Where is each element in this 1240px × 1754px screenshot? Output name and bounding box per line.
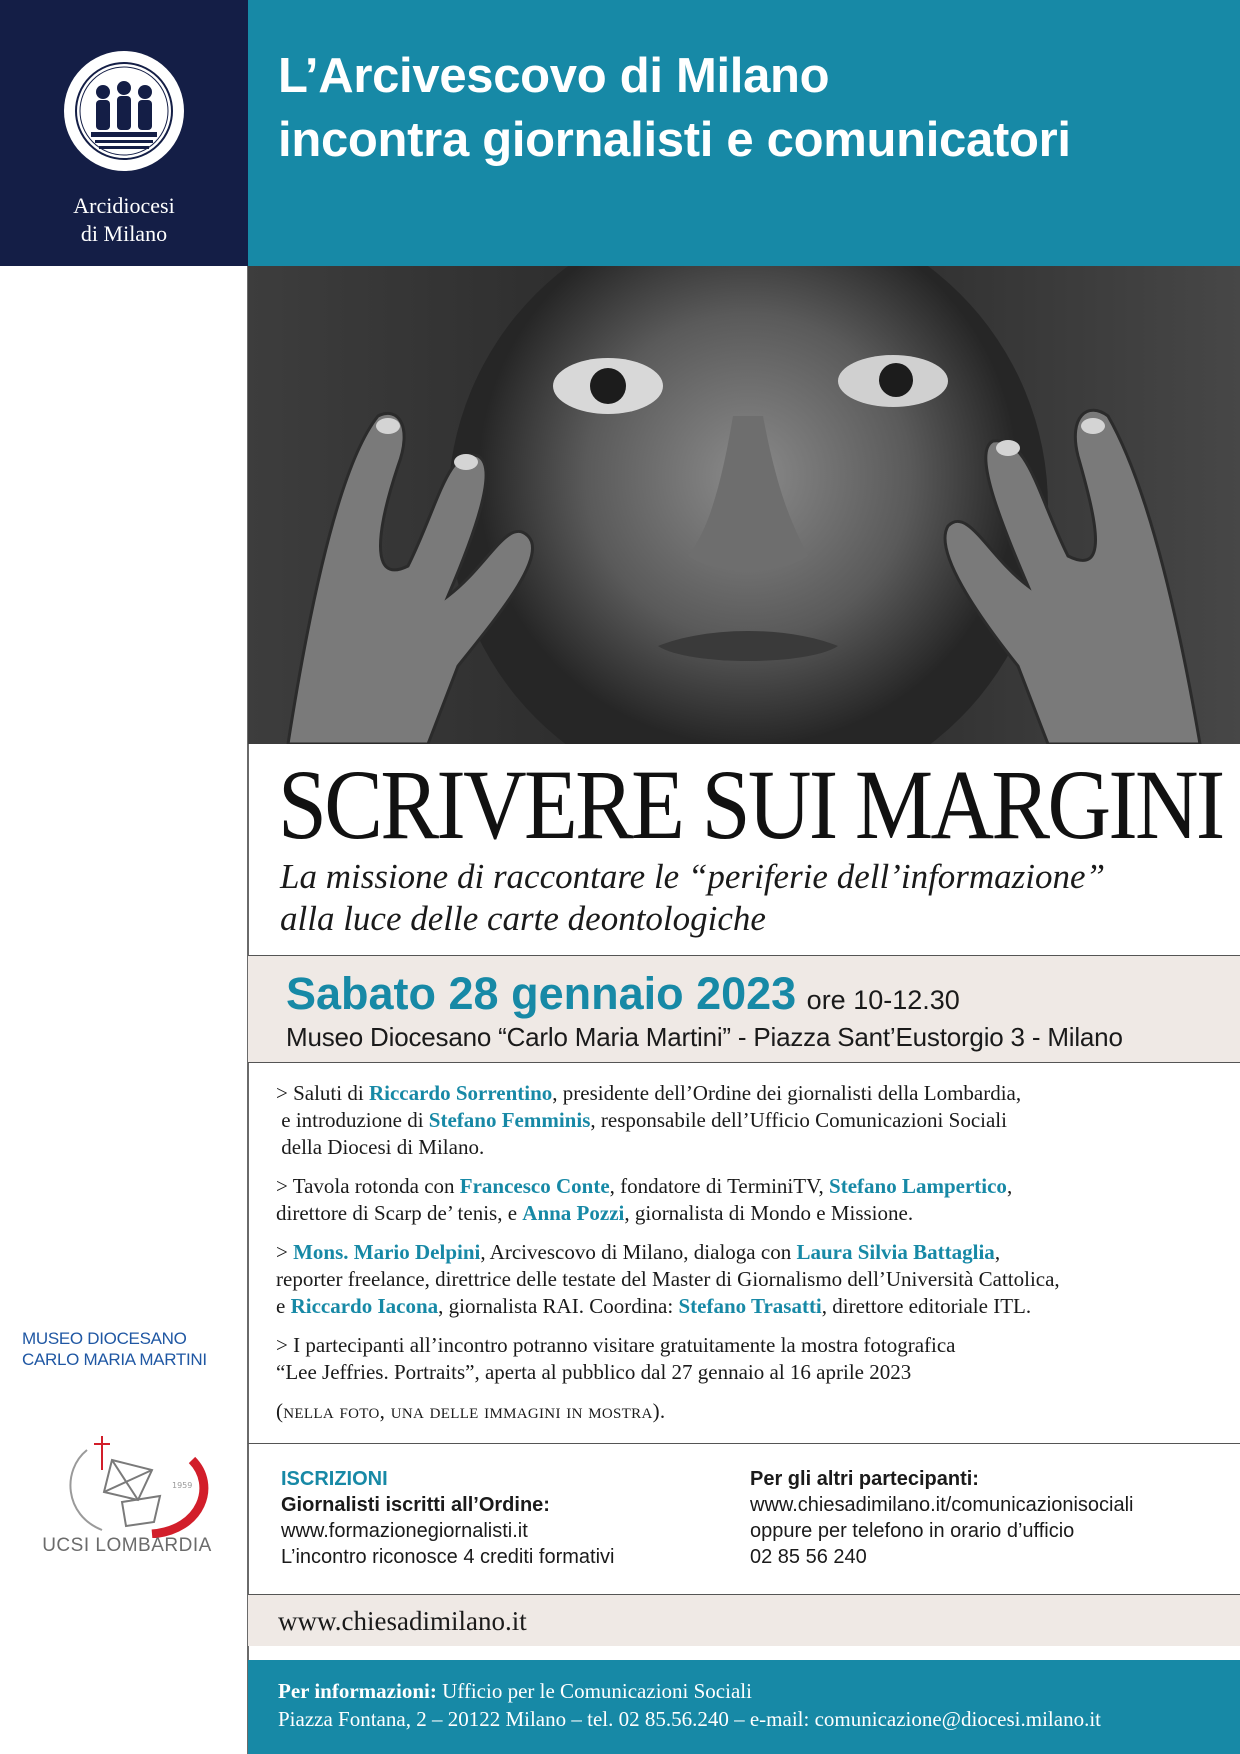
museo-logo-line2: CARLO MARIA MARTINI bbox=[22, 1350, 207, 1369]
text: > Saluti di bbox=[276, 1081, 369, 1105]
museo-logo-line1: MUSEO DIOCESANO bbox=[22, 1329, 187, 1348]
credits-note: L’incontro riconosce 4 crediti formativi bbox=[281, 1546, 615, 1568]
journalists-url-link[interactable]: www.formazionegiornalisti.it bbox=[281, 1520, 528, 1542]
text: , giornalista RAI. Coordina: bbox=[438, 1294, 679, 1318]
speaker-name: Mons. Mario Delpini bbox=[293, 1240, 481, 1264]
speaker-name: Stefano Femminis bbox=[428, 1108, 591, 1132]
text: , bbox=[994, 1240, 1001, 1264]
text: , presidente dell’Ordine dei giornalisti della Lombardia, bbox=[552, 1081, 1022, 1105]
text: > Tavola rotonda con bbox=[276, 1174, 460, 1198]
text: , fondatore di TerminiTV, bbox=[609, 1174, 830, 1198]
ucsi-lombardia-label: UCSI LOMBARDIA bbox=[42, 1535, 212, 1556]
portrait-photo bbox=[248, 266, 1240, 744]
archdiocese-name-line2: di Milano bbox=[80, 221, 168, 246]
event-venue: Museo Diocesano “Carlo Maria Martini” - Piazza Sant’Eustorgio 3 - Milano bbox=[286, 1022, 1123, 1052]
museo-diocesano-logo bbox=[22, 1328, 242, 1370]
text: , Arcivescovo di Milano, dialoga con bbox=[480, 1240, 797, 1264]
event-time: ore 10-12.30 bbox=[806, 985, 960, 1015]
registration-others bbox=[750, 1466, 1134, 1570]
footer-text bbox=[278, 1677, 1101, 1733]
archdiocese-name bbox=[0, 192, 248, 248]
ucsi-lombardia-emblem-icon bbox=[42, 1430, 212, 1538]
text: , bbox=[1006, 1174, 1013, 1198]
program-item-roundtable bbox=[276, 1173, 1216, 1227]
text: , responsabile dell’Ufficio Comunicazioni Sociali bbox=[590, 1108, 1007, 1132]
text: > I partecipanti all’incontro potranno visitare gratuitamente la mostra fotografica bbox=[276, 1333, 956, 1357]
speaker-name: Francesco Conte bbox=[459, 1174, 610, 1198]
speaker-name: Riccardo Iacona bbox=[290, 1294, 439, 1318]
speaker-name: Anna Pozzi bbox=[522, 1201, 625, 1225]
headline-line1: L’Arcivescovo di Milano bbox=[278, 49, 830, 103]
website-link[interactable]: www.chiesadimilano.it bbox=[278, 1606, 527, 1636]
program bbox=[276, 1080, 1216, 1437]
text: , direttore editoriale ITL. bbox=[821, 1294, 1032, 1318]
text: della Diocesi di Milano. bbox=[281, 1135, 485, 1159]
registration-heading: ISCRIZIONI bbox=[281, 1468, 388, 1490]
date-line bbox=[286, 968, 960, 1020]
others-label: Per gli altri partecipanti: bbox=[750, 1468, 979, 1490]
photo-caption: (nella foto, una delle immagini in mostra). bbox=[276, 1399, 666, 1423]
text: , giornalista di Mondo e Missione. bbox=[624, 1201, 914, 1225]
info-office: Ufficio per le Comunicazioni Sociali bbox=[436, 1679, 752, 1703]
speaker-name: Laura Silvia Battaglia bbox=[796, 1240, 995, 1264]
text: > bbox=[276, 1240, 294, 1264]
website-band bbox=[248, 1594, 1240, 1646]
ucsi-year: 1959 bbox=[172, 1481, 193, 1490]
archdiocese-logo-block bbox=[0, 0, 248, 266]
headline-line2: incontra giornalisti e comunicatori bbox=[278, 113, 1071, 167]
text: direttore di Scarp de’ tenis, e bbox=[276, 1201, 523, 1225]
footer-address: Piazza Fontana, 2 – 20122 Milano – tel. 02 85.56.240 – e-mail: comunicazione@diocesi.milano.it bbox=[278, 1707, 1101, 1731]
event-title: SCRIVERE SUI MARGINI bbox=[278, 749, 1223, 860]
phone-number: 02 85 56 240 bbox=[750, 1546, 867, 1568]
phone-note: oppure per telefono in orario d’ufficio bbox=[750, 1520, 1075, 1542]
registration-journalists bbox=[281, 1466, 614, 1570]
speaker-name: Stefano Lampertico bbox=[829, 1174, 1007, 1198]
archdiocese-seal-icon bbox=[61, 48, 187, 174]
program-item-welcome bbox=[276, 1080, 1216, 1161]
footer bbox=[248, 1660, 1240, 1754]
program-item-exhibition bbox=[276, 1332, 1216, 1386]
text: reporter freelance, direttrice delle testate del Master di Giornalismo dell’Università Cattolica, bbox=[276, 1267, 1060, 1291]
speaker-name: Stefano Trasatti bbox=[678, 1294, 822, 1318]
program-item-dialogue bbox=[276, 1239, 1216, 1320]
event-date: Sabato 28 gennaio 2023 bbox=[286, 968, 797, 1019]
divider bbox=[248, 1443, 1240, 1444]
text: e bbox=[276, 1294, 291, 1318]
event-subtitle bbox=[280, 856, 1105, 940]
speaker-name: Riccardo Sorrentino bbox=[368, 1081, 553, 1105]
info-label: Per informazioni: bbox=[278, 1679, 437, 1703]
journalists-label: Giornalisti iscritti all’Ordine: bbox=[281, 1494, 550, 1516]
text: e introduzione di bbox=[281, 1108, 429, 1132]
text: “Lee Jeffries. Portraits”, aperta al pubblico dal 27 gennaio al 16 aprile 2023 bbox=[276, 1360, 912, 1384]
subtitle-line2: alla luce delle carte deontologiche bbox=[280, 899, 766, 938]
others-url-link[interactable]: www.chiesadimilano.it/comunicazionisociali bbox=[750, 1494, 1134, 1516]
headline bbox=[278, 44, 1071, 172]
header-banner bbox=[248, 0, 1240, 266]
subtitle-line1: La missione di raccontare le “periferie dell’informazione” bbox=[280, 857, 1106, 896]
archdiocese-name-line1: Arcidiocesi bbox=[73, 193, 175, 218]
date-band bbox=[248, 955, 1240, 1063]
